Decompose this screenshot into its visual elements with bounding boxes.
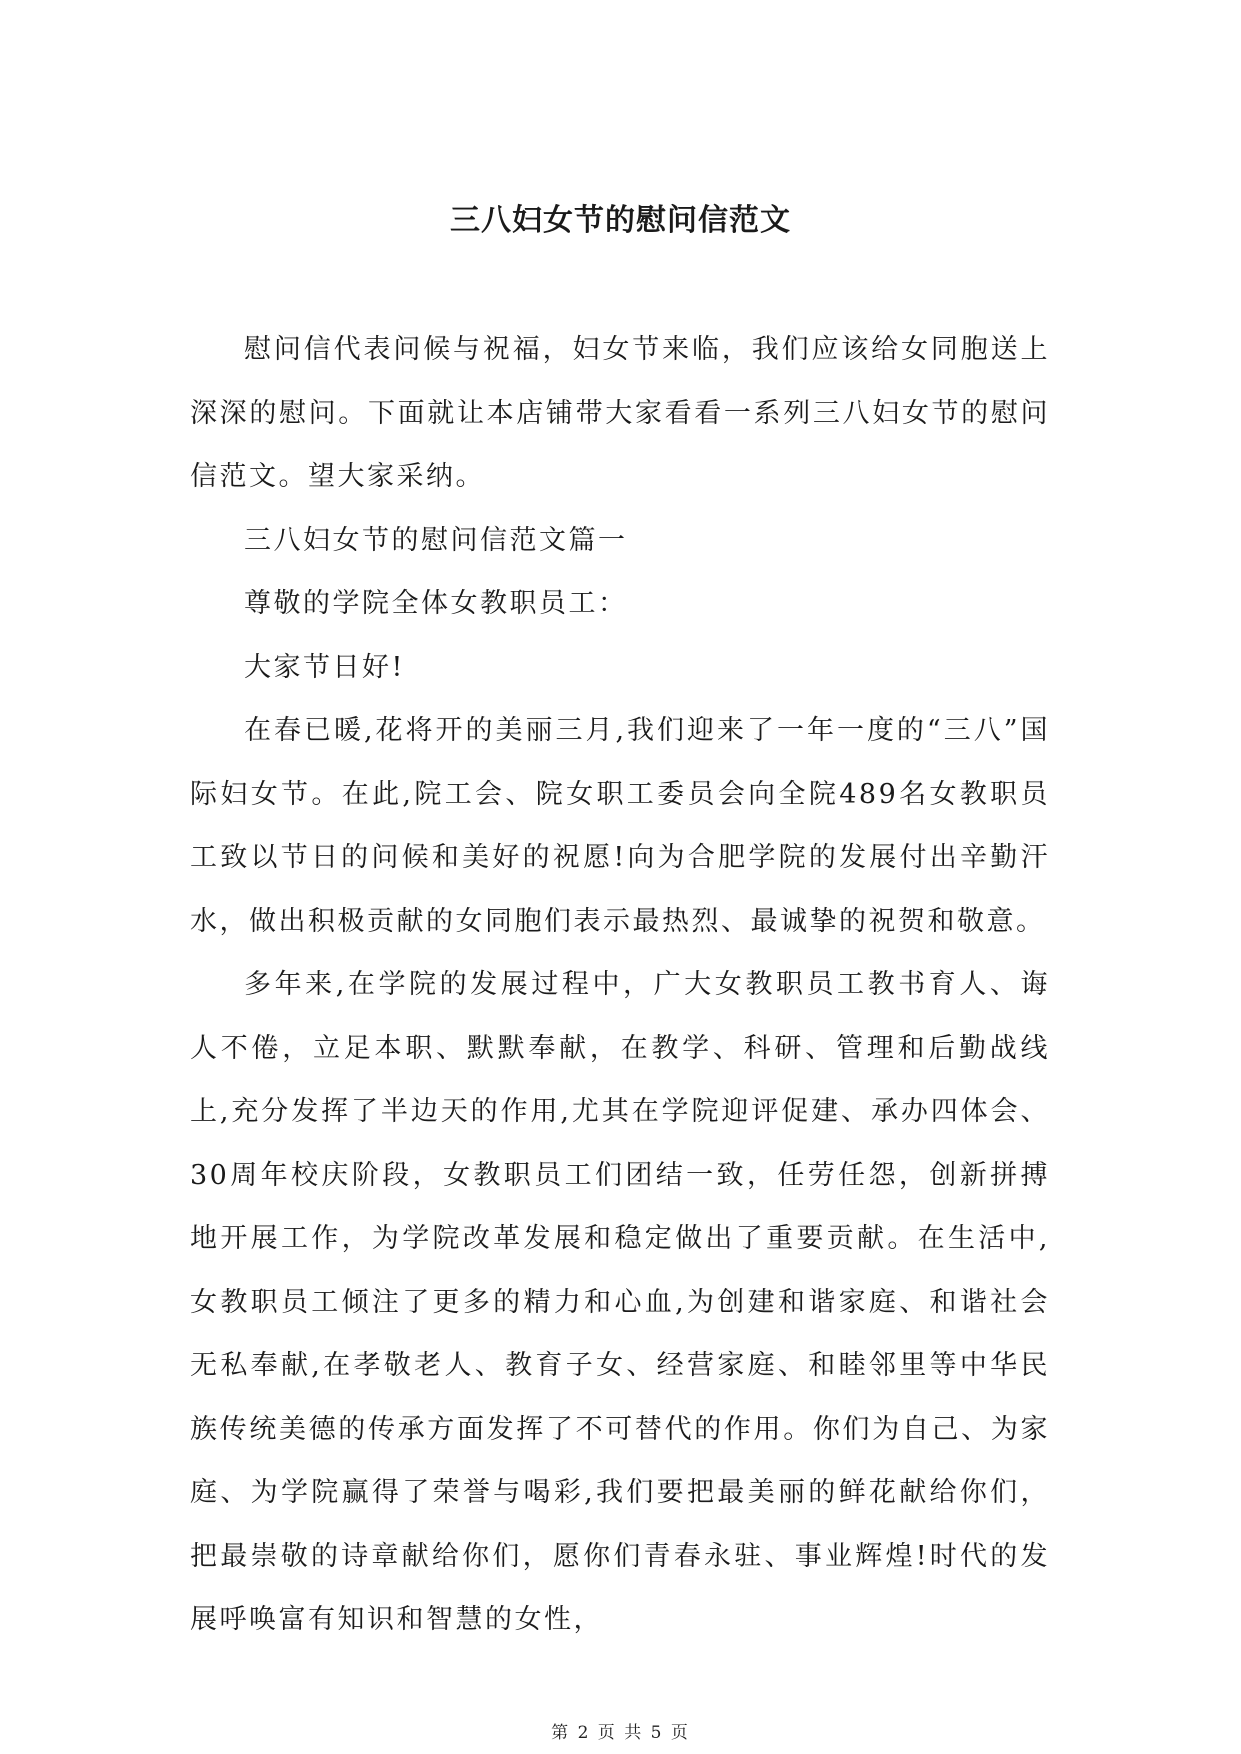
paragraph-body-2: 多年来,在学院的发展过程中，广大女教职员工教书育人、诲人不倦，立足本职、默默奉献，在教学、科研、管理和后勤战线上,充分发挥了半边天的作用,尤其在学院迎评促建、承办四体会、30周年校庆阶段，女教职员工们团结一致，任劳任怨，创新拼搏地开展工作，为学院改革发展和稳定做出了重要贡献。在生活中,女教职员工倾注了更多的精力和心血,为创建和谐家庭、和谐社会无私奉献,在孝敬老人、教育子女、经营家庭、和睦邻里等中华民族传统美德的传承方面发挥了不可替代的作用。你们为自己、为家庭、为学院赢得了荣誉与喝彩,我们要把最美丽的鲜花献给你们，把最崇敬的诗章献给你们，愿你们青春永驻、事业辉煌!时代的发展呼唤富有知识和智慧的女性， [190, 969, 1050, 1635]
paragraph-greeting: 大家节日好! [244, 651, 405, 683]
document-title: 三八妇女节的慰问信范文 [450, 203, 791, 238]
paragraph-body-1: 在春已暖,花将开的美丽三月,我们迎来了一年一度的“三八”国际妇女节。在此,院工会、院女职工委员会向全院489名女教职员工致以节日的问候和美好的祝愿!向为合肥学院的发展付出辛勤汗水，做出积极贡献的女同胞们表示最热烈、最诚挚的祝贺和敬意。 [190, 715, 1050, 937]
paragraph-section-heading: 三八妇女节的慰问信范文篇一 [244, 524, 628, 556]
page-number-footer: 第 2 页 共 5 页 [551, 1723, 690, 1743]
paragraph-intro: 慰问信代表问候与祝福，妇女节来临，我们应该给女同胞送上深深的慰问。下面就让本店铺带大家看看一系列三八妇女节的慰问信范文。望大家采纳。 [190, 334, 1050, 492]
paragraph-salutation: 尊敬的学院全体女教职员工： [244, 588, 628, 619]
document-body [190, 318, 1050, 1652]
